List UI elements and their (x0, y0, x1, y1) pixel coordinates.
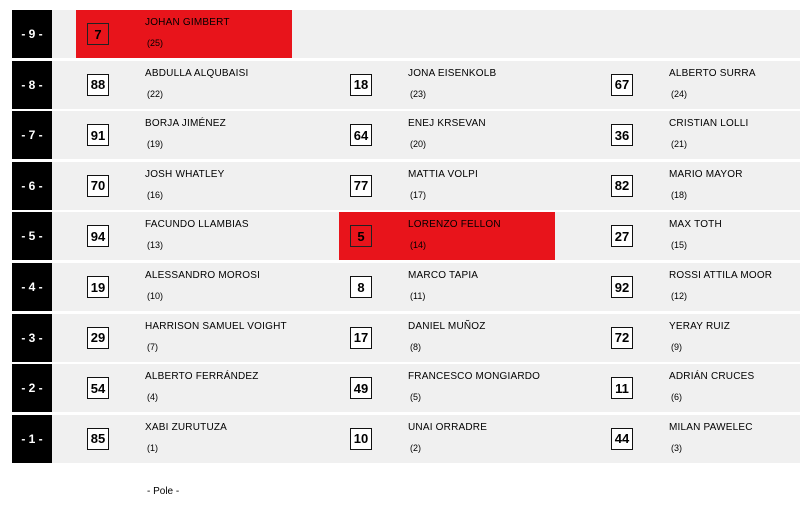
driver-slot (76, 415, 292, 463)
driver-slot (76, 364, 292, 412)
driver-name: ENEJ KRSEVAN (408, 118, 486, 130)
grid-position: (6) (671, 392, 682, 403)
driver-slot (339, 162, 555, 210)
driver-name: ROSSI ATTILA MOOR (669, 270, 773, 281)
car-number: 5 (350, 225, 372, 247)
grid-position: (25) (147, 38, 164, 48)
car-number: 11 (611, 377, 633, 399)
driver-name: MILAN PAWELEC (669, 421, 753, 433)
car-number: 49 (350, 377, 372, 399)
row-label: - 3 - (12, 314, 52, 362)
driver-slot (600, 111, 800, 159)
driver-slot (76, 61, 292, 109)
car-number: 7 (87, 23, 109, 45)
car-number: 10 (350, 428, 372, 450)
car-number: 82 (611, 175, 633, 197)
driver-name: JONA EISENKOLB (408, 67, 497, 79)
driver-name: ABDULLA ALQUBAISI (145, 67, 249, 79)
driver-name: DANIEL MUÑOZ (408, 320, 486, 332)
car-number: 85 (87, 428, 109, 450)
grid-row (12, 415, 800, 463)
driver-slot (76, 111, 292, 159)
grid-position: (21) (671, 139, 688, 150)
car-number: 91 (87, 124, 109, 146)
car-number: 94 (87, 225, 109, 247)
grid-position: (5) (410, 392, 421, 403)
grid-row (12, 162, 800, 210)
grid-row (12, 314, 800, 362)
car-number: 64 (350, 124, 372, 146)
driver-name: XABI ZURUTUZA (145, 421, 228, 433)
grid-row (12, 10, 800, 58)
car-number: 72 (611, 327, 633, 349)
driver-slot (339, 263, 555, 311)
driver-name: MARCO TAPIA (408, 270, 479, 281)
driver-name: HARRISON SAMUEL VOIGHT (145, 320, 287, 332)
driver-name: JOHAN GIMBERT (145, 17, 230, 28)
driver-name: ADRIÁN CRUCES (669, 371, 755, 383)
driver-slot (339, 415, 555, 463)
grid-position: (2) (410, 442, 421, 453)
grid-position: (11) (410, 291, 426, 301)
driver-slot (339, 364, 555, 412)
car-number: 54 (87, 377, 109, 399)
driver-slot (600, 415, 800, 463)
row-label: - 7 - (12, 111, 52, 159)
car-number: 44 (611, 428, 633, 450)
pole-label: - Pole - (147, 486, 180, 497)
car-number: 8 (350, 276, 372, 298)
grid-position: (3) (671, 442, 682, 453)
driver-name: FACUNDO LLAMBIAS (145, 219, 249, 231)
driver-name: MATTIA VOLPI (408, 168, 479, 180)
grid-position: (22) (147, 88, 164, 99)
car-number: 19 (87, 276, 109, 298)
driver-name: YERAY RUIZ (669, 320, 731, 332)
driver-slot (339, 111, 555, 159)
grid-position: (7) (147, 341, 158, 352)
driver-name: ALBERTO SURRA (669, 67, 756, 79)
driver-slot (76, 263, 292, 311)
row-label: - 2 - (12, 364, 52, 412)
grid-position: (4) (147, 392, 158, 403)
row-label: - 6 - (12, 162, 52, 210)
driver-slot (600, 212, 800, 260)
car-number: 17 (350, 327, 372, 349)
grid-position: (20) (410, 139, 427, 150)
driver-slot (600, 162, 800, 210)
grid-row (12, 364, 800, 412)
grid-row (12, 61, 800, 109)
grid-row (12, 111, 800, 159)
grid-position: (15) (671, 240, 688, 251)
driver-name: MAX TOTH (669, 219, 722, 231)
grid-position: (13) (147, 240, 164, 251)
driver-slot (339, 212, 555, 260)
car-number: 70 (87, 175, 109, 197)
driver-name: LORENZO FELLON (408, 219, 501, 231)
driver-slot (600, 61, 800, 109)
grid-position: (1) (147, 442, 158, 453)
driver-name: MARIO MAYOR (669, 168, 743, 180)
driver-slot (76, 212, 292, 260)
car-number: 92 (611, 276, 633, 298)
row-label: - 4 - (12, 263, 52, 311)
driver-name: ALBERTO FERRÁNDEZ (145, 371, 259, 383)
driver-slot (339, 61, 555, 109)
car-number: 67 (611, 74, 633, 96)
grid-position: (18) (671, 189, 688, 200)
driver-name: UNAI ORRADRE (408, 421, 488, 433)
car-number: 77 (350, 175, 372, 197)
row-label: - 9 - (12, 10, 52, 58)
car-number: 88 (87, 74, 109, 96)
driver-name: JOSH WHATLEY (145, 168, 225, 180)
car-number: 18 (350, 74, 372, 96)
row-label: - 8 - (12, 61, 52, 109)
grid-position: (9) (671, 341, 682, 352)
grid-position: (19) (147, 139, 164, 150)
grid-position: (14) (410, 240, 427, 251)
car-number: 36 (611, 124, 633, 146)
driver-slot (600, 314, 800, 362)
grid-position: (10) (147, 291, 164, 301)
grid-position: (8) (410, 341, 421, 352)
grid-position: (24) (671, 88, 688, 99)
grid-position: (17) (410, 189, 427, 200)
driver-slot (76, 162, 292, 210)
row-label: - 1 - (12, 415, 52, 463)
driver-slot (600, 263, 800, 311)
grid-position: (12) (671, 291, 688, 301)
driver-slot (76, 314, 292, 362)
driver-slot (339, 314, 555, 362)
driver-name: CRISTIAN LOLLI (669, 118, 749, 130)
row-label: - 5 - (12, 212, 52, 260)
car-number: 27 (611, 225, 633, 247)
driver-name: FRANCESCO MONGIARDO (408, 371, 541, 383)
driver-name: ALESSANDRO MOROSI (145, 270, 261, 281)
grid-row (12, 263, 800, 311)
driver-slot (76, 10, 292, 58)
grid-row (12, 212, 800, 260)
grid-position: (23) (410, 88, 427, 99)
grid-position: (16) (147, 189, 164, 200)
car-number: 29 (87, 327, 109, 349)
driver-name: BORJA JIMÉNEZ (145, 118, 226, 130)
driver-slot (600, 364, 800, 412)
